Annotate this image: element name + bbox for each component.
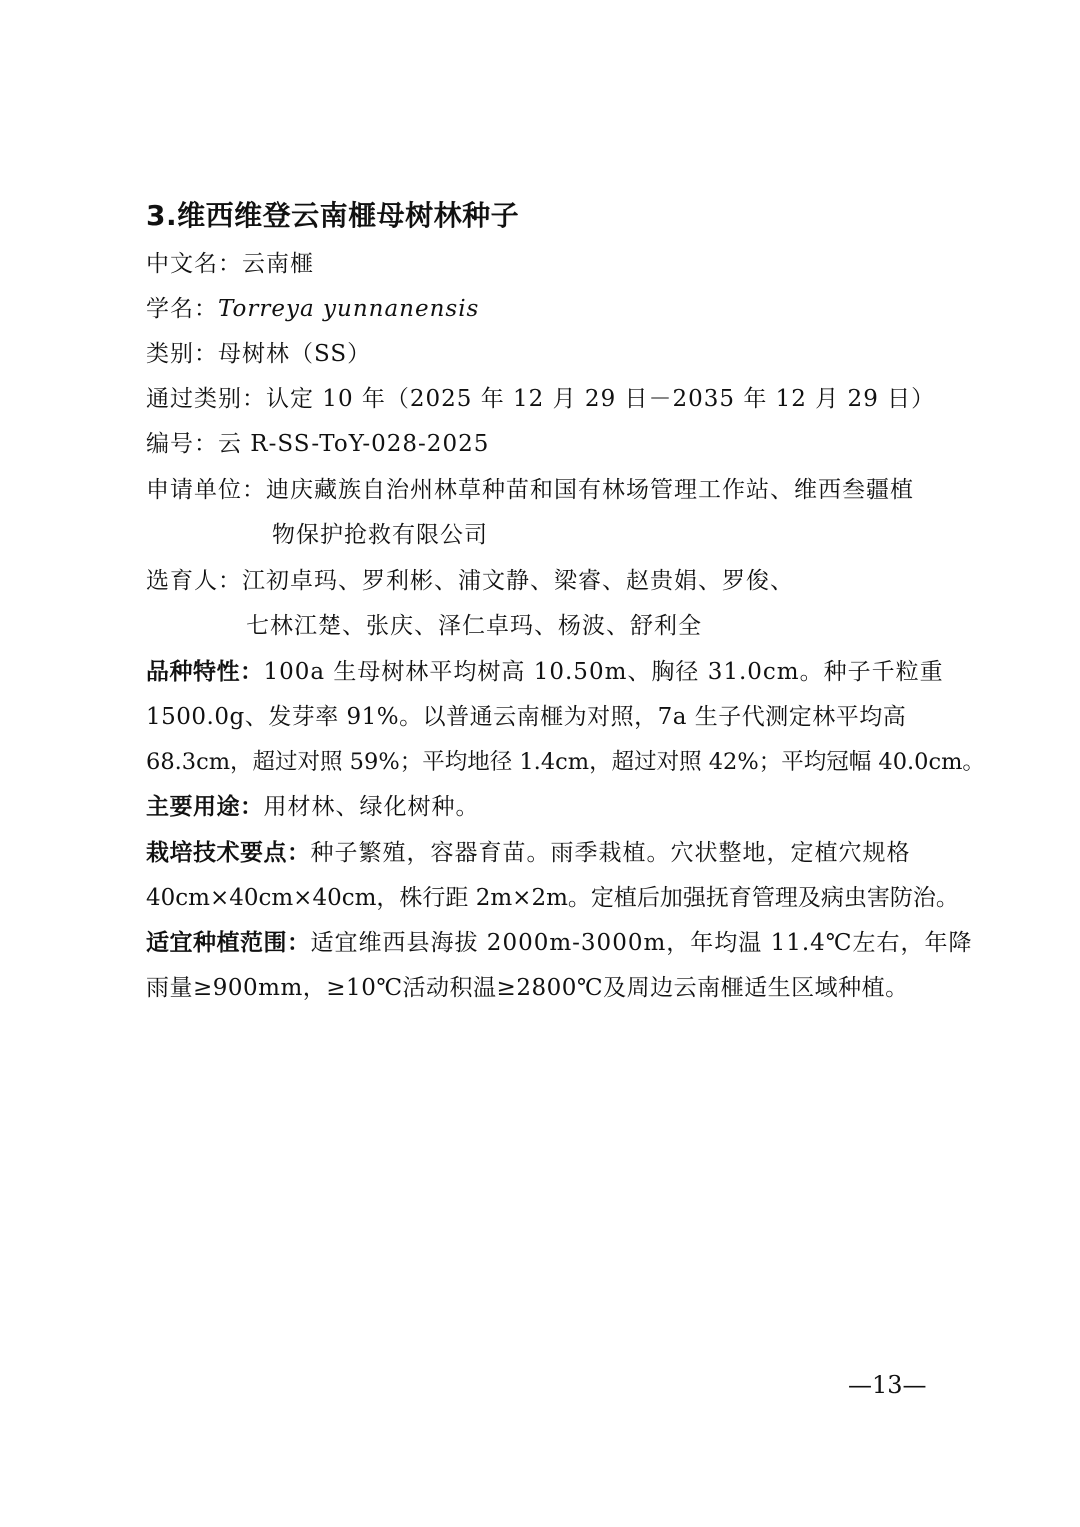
suitable-area-line-2: 雨量≥900mm，≥10℃活动积温≥2800℃及周边云南榧适生区域种植。 [146, 975, 909, 1001]
breeders-row [146, 559, 794, 603]
approval-category-value: 认定 10 年（2025 年 12 月 29 日－2035 年 12 月 29 日） [266, 386, 936, 412]
suitable-area-label: 适宜种植范围： [146, 930, 311, 956]
cultivation-line-1: 种子繁殖，容器育苗。雨季栽植。穴状整地，定植穴规格 [310, 840, 911, 866]
breeders-line-2: 七林江楚、张庆、泽仁卓玛、杨波、舒利全 [246, 613, 702, 639]
applicant-line-1: 迪庆藏族自治州林草种苗和国有林场管理工作站、维西叁疆植 [266, 477, 914, 503]
main-use-label: 主要用途： [146, 794, 264, 820]
cultivation-label: 栽培技术要点： [146, 840, 311, 866]
chinese-name-row [146, 242, 314, 286]
applicant-line-2: 物保护抢救有限公司 [272, 522, 488, 548]
cultivation-row [146, 831, 911, 875]
category-value: 母树林（SS） [218, 341, 372, 367]
applicant-row [146, 468, 914, 512]
approval-category-row [146, 377, 935, 421]
approval-category-label: 通过类别： [146, 386, 266, 412]
number-value: 云 R-SS-ToY-028-2025 [218, 431, 490, 457]
characteristics-line-3: 68.3cm，超过对照 59%；平均地径 1.4cm，超过对照 42%；平均冠幅 40.0cm。 [146, 749, 985, 775]
main-use-row [146, 785, 480, 829]
suitable-area-row [146, 921, 973, 965]
applicant-label: 申请单位： [146, 477, 266, 503]
characteristics-row [146, 650, 944, 694]
category-row [146, 332, 371, 376]
suitable-area-line-1: 适宜维西县海拔 2000m-3000m，年均温 11.4℃左右，年降 [310, 930, 973, 956]
characteristics-line-2: 1500.0g、发芽率 91%。以普通云南榧为对照，7a 生子代测定林平均高 [146, 704, 907, 730]
breeders-line-1: 江初卓玛、罗利彬、浦文静、梁睿、赵贵娟、罗俊、 [242, 568, 794, 594]
characteristics-line-1: 100a 生母树林平均树高 10.50m、胸径 31.0cm。种子千粒重 [263, 659, 944, 685]
characteristics-label: 品种特性： [146, 659, 264, 685]
scientific-name-label: 学名： [146, 296, 218, 322]
scientific-name-value: Torreya yunnanensis [218, 296, 480, 322]
chinese-name-value: 云南榧 [242, 251, 314, 277]
number-row [146, 422, 489, 466]
scientific-name-row [146, 287, 479, 331]
section-title: 3.维西维登云南榧母树林种子 [146, 199, 520, 232]
chinese-name-label: 中文名： [146, 251, 242, 277]
page-number: —13— [848, 1371, 927, 1399]
number-label: 编号： [146, 431, 218, 457]
category-label: 类别： [146, 341, 218, 367]
breeders-label: 选育人： [146, 568, 242, 594]
main-use-value: 用材林、绿化树种。 [263, 794, 480, 820]
cultivation-line-2: 40cm×40cm×40cm，株行距 2m×2m。定植后加强抚育管理及病虫害防治。 [146, 885, 959, 911]
